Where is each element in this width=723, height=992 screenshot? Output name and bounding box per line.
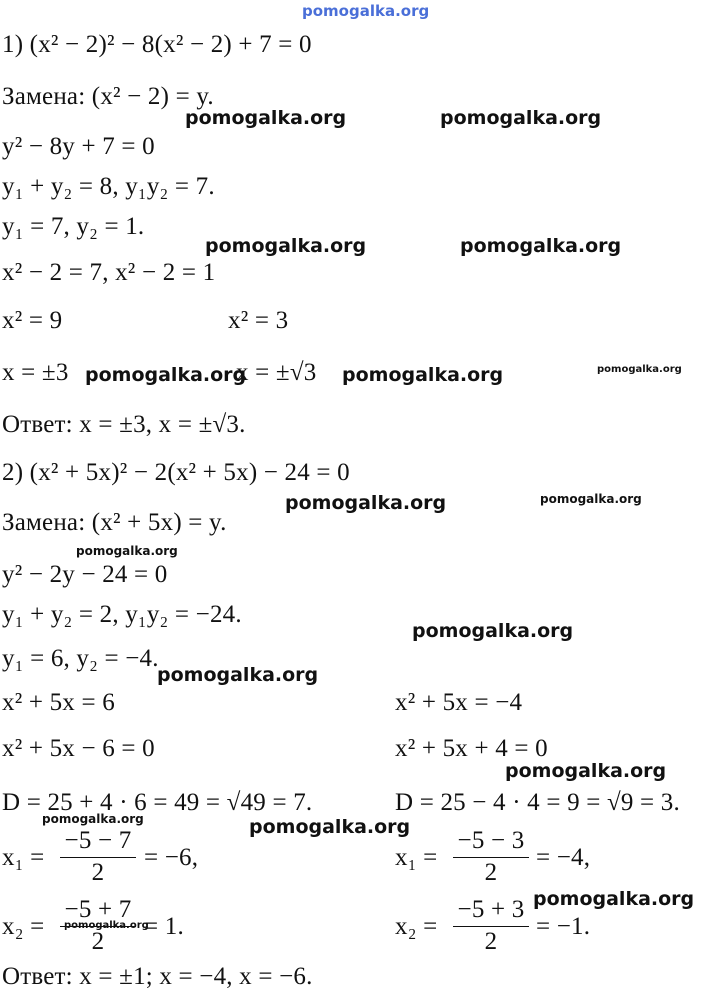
watermark: pomogalka.org bbox=[540, 492, 642, 506]
task2-right-x2-numerator: −5 + 3 bbox=[457, 896, 525, 923]
watermark: pomogalka.org bbox=[185, 107, 347, 129]
task2-right-x2-result: = −1. bbox=[536, 913, 591, 940]
task2-right-x2-denominator: 2 bbox=[484, 928, 498, 955]
task1-vieta: y₁ + y₂ = 8, y₁y₂ = 7. bbox=[2, 173, 215, 200]
task2-left-x1-label: x₁ = bbox=[2, 844, 45, 871]
watermark: pomogalka.org bbox=[205, 235, 367, 257]
task2-right-equation: x² + 5x = −4 bbox=[395, 689, 523, 716]
task2-left-x1-fraction-bar bbox=[60, 857, 136, 858]
watermark: pomogalka.org bbox=[285, 492, 447, 514]
task1-solution-right: x = ±√3 bbox=[236, 359, 317, 386]
task2-left-x2-label: x₂ = bbox=[2, 913, 45, 940]
task2-right-x1-fraction-bar bbox=[453, 857, 529, 858]
task2-right-x1-result: = −4, bbox=[536, 844, 591, 871]
watermark: pomogalka.org bbox=[342, 364, 504, 386]
task1-solution-left: x = ±3 bbox=[2, 359, 69, 386]
task2-equation: 2) (x² + 5x)² − 2(x² + 5x) − 24 = 0 bbox=[2, 459, 350, 486]
task2-left-x1-denominator: 2 bbox=[91, 859, 105, 886]
task2-left-standard-form: x² + 5x − 6 = 0 bbox=[2, 735, 155, 762]
watermark: pomogalka.org bbox=[460, 235, 622, 257]
task2-left-equation: x² + 5x = 6 bbox=[2, 689, 115, 716]
task2-answer: Ответ: x = ±1; x = −4, x = −6. bbox=[2, 963, 313, 990]
task2-right-x2-fraction-bar bbox=[453, 926, 529, 927]
task2-substitution: Замена: (x² + 5x) = y. bbox=[2, 509, 227, 536]
task1-quadratic: y² − 8y + 7 = 0 bbox=[2, 133, 155, 160]
task1-roots: y₁ = 7, y₂ = 1. bbox=[2, 213, 145, 240]
task2-right-x1-denominator: 2 bbox=[484, 859, 498, 886]
task2-right-standard-form: x² + 5x + 4 = 0 bbox=[395, 735, 548, 762]
task2-left-x2-numerator: −5 + 7 bbox=[64, 896, 132, 923]
task1-substitution: Замена: (x² − 2) = y. bbox=[2, 83, 214, 110]
watermark: pomogalka.org bbox=[440, 107, 602, 129]
task2-left-x1-numerator: −5 − 7 bbox=[64, 827, 132, 854]
task2-quadratic: y² − 2y − 24 = 0 bbox=[2, 561, 168, 588]
task1-square-right: x² = 3 bbox=[228, 307, 289, 334]
task1-equation: 1) (x² − 2)² − 8(x² − 2) + 7 = 0 bbox=[2, 31, 312, 58]
watermark: pomogalka.org bbox=[85, 364, 247, 386]
watermark: pomogalka.org bbox=[505, 760, 667, 782]
watermark: pomogalka.org bbox=[64, 920, 149, 931]
task2-left-x2-denominator: 2 bbox=[91, 928, 105, 955]
watermark: pomogalka.org bbox=[42, 812, 144, 826]
task2-roots: y₁ = 6, y₂ = −4. bbox=[2, 645, 159, 672]
task2-left-x1-result: = −6, bbox=[144, 844, 199, 871]
watermark: pomogalka.org bbox=[412, 620, 574, 642]
task1-back-substitution: x² − 2 = 7, x² − 2 = 1 bbox=[2, 259, 216, 286]
task1-answer: Ответ: x = ±3, x = ±√3. bbox=[2, 411, 246, 438]
task2-left-discriminant: D = 25 + 4 · 6 = 49 = √49 = 7. bbox=[2, 789, 313, 816]
watermark: pomogalka.org bbox=[597, 364, 682, 375]
header-watermark[interactable]: pomogalka.org bbox=[302, 2, 430, 20]
watermark: pomogalka.org bbox=[76, 544, 178, 558]
task2-left-x2-result: = 1. bbox=[144, 913, 184, 940]
task1-square-left: x² = 9 bbox=[2, 307, 63, 334]
watermark: pomogalka.org bbox=[249, 816, 411, 838]
watermark: pomogalka.org bbox=[157, 664, 319, 686]
task2-right-x2-label: x₂ = bbox=[395, 913, 438, 940]
watermark: pomogalka.org bbox=[533, 888, 695, 910]
task2-right-discriminant: D = 25 − 4 · 4 = 9 = √9 = 3. bbox=[395, 789, 680, 816]
task2-right-x1-numerator: −5 − 3 bbox=[457, 827, 525, 854]
task2-vieta: y₁ + y₂ = 2, y₁y₂ = −24. bbox=[2, 601, 242, 628]
task2-right-x1-label: x₁ = bbox=[395, 844, 438, 871]
